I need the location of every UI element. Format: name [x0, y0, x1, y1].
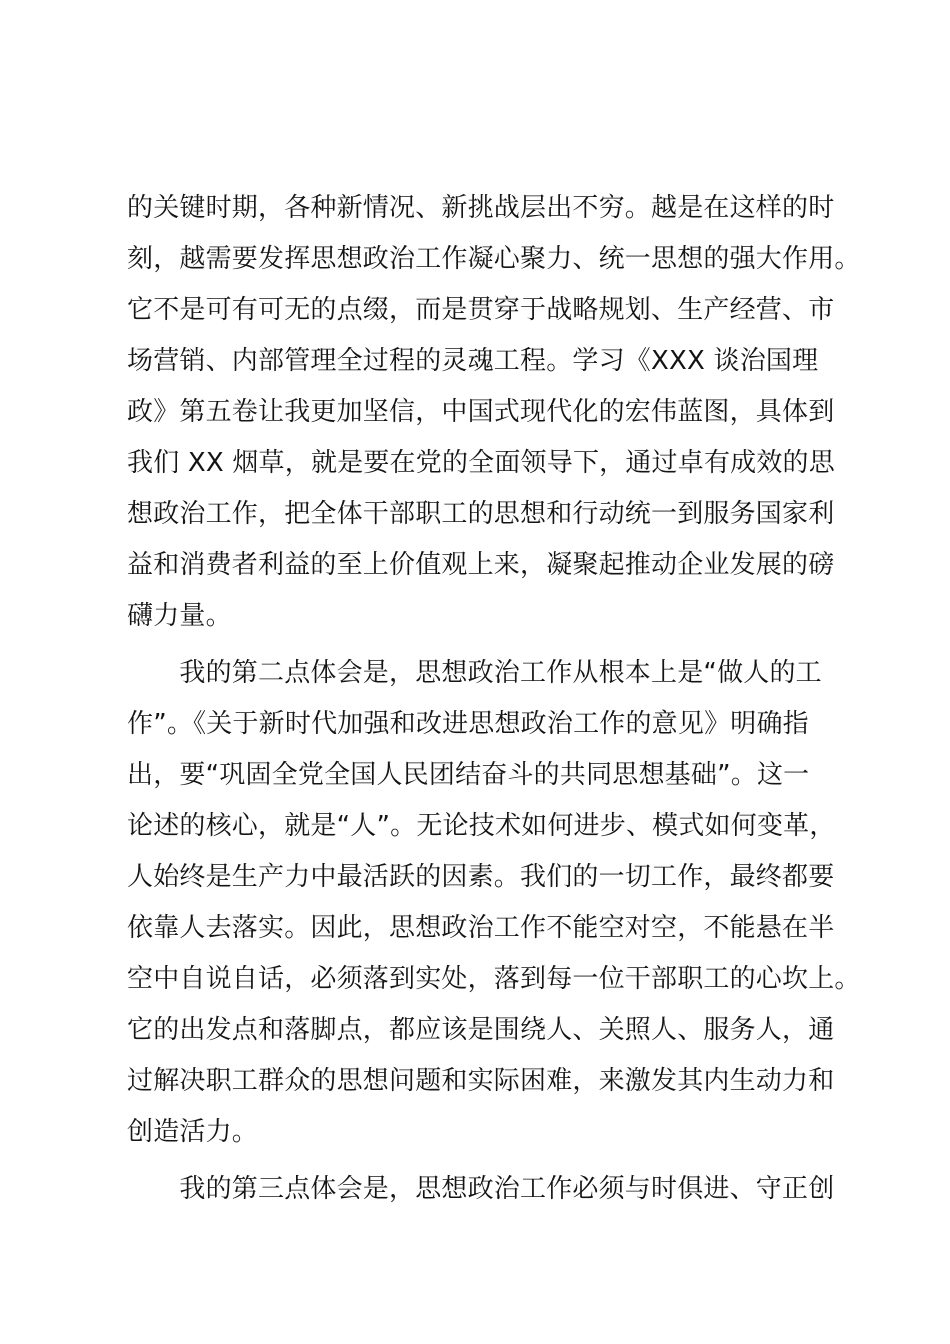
text-line: 益和消费者利益的至上价值观上来，凝聚起推动企业发展的磅: [127, 550, 835, 580]
text-line: 我的第二点体会是，思想政治工作从根本上是“做人的工: [127, 658, 822, 688]
text-line: 人始终是生产力中最活跃的因素。我们的一切工作，最终都要: [127, 862, 835, 892]
text-line: 论述的核心，就是“人”。无论技术如何进步、模式如何变革，: [127, 811, 836, 841]
text-line: 场营销、内部管理全过程的灵魂工程。学习《XXX 谈治国理: [127, 346, 819, 376]
text-line: 出，要“巩固全党全国人民团结奋斗的共同思想基础”。这一: [127, 760, 810, 790]
text-line: 作”。《关于新时代加强和改进思想政治工作的意见》明确指: [127, 709, 809, 739]
paragraph-3: [127, 1164, 835, 1215]
text-line: 它不是可有可无的点缀，而是贯穿于战略规划、生产经营、市: [127, 295, 835, 325]
paragraph-2: [127, 648, 861, 1158]
text-line: 的关键时期，各种新情况、新挑战层出不穷。越是在这样的时: [127, 193, 835, 223]
paragraph-1: [127, 183, 861, 642]
text-line: 我的第三点体会是，思想政治工作必须与时俱进、守正创: [127, 1174, 835, 1204]
text-line: 空中自说自话，必须落到实处，落到每一位干部职工的心坎上。: [127, 964, 861, 994]
body-text: [127, 183, 861, 1215]
text-line: 礴力量。: [127, 601, 232, 631]
text-line: 过解决职工群众的思想问题和实际困难，来激发其内生动力和: [127, 1066, 835, 1096]
text-line: 创造活力。: [127, 1117, 259, 1147]
text-line: 依靠人去落实。因此，思想政治工作不能空对空，不能悬在半: [127, 913, 835, 943]
text-line: 刻，越需要发挥思想政治工作凝心聚力、统一思想的强大作用。: [127, 244, 861, 274]
text-line: 政》第五卷让我更加坚信，中国式现代化的宏伟蓝图，具体到: [127, 397, 835, 427]
text-line: 我们 XX 烟草，就是要在党的全面领导下，通过卓有成效的思: [127, 448, 835, 478]
text-line: 想政治工作，把全体干部职工的思想和行动统一到服务国家利: [127, 499, 835, 529]
text-line: 它的出发点和落脚点，都应该是围绕人、关照人、服务人，通: [127, 1015, 835, 1045]
